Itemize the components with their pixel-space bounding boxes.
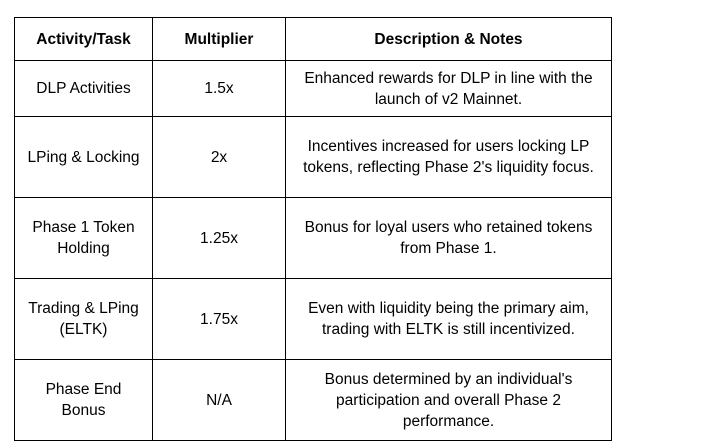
table-row — [15, 279, 612, 360]
cell-multiplier: 2x — [153, 117, 286, 198]
table-row — [15, 360, 612, 441]
cell-description: Enhanced rewards for DLP in line with the launch of v2 Mainnet. — [286, 61, 612, 117]
cell-description: Even with liquidity being the primary aim, trading with ELTK is still incentivized. — [286, 279, 612, 360]
cell-multiplier: 1.5x — [153, 61, 286, 117]
multiplier-table — [14, 17, 612, 441]
cell-activity: LPing & Locking — [15, 117, 153, 198]
cell-description: Bonus for loyal users who retained tokens from Phase 1. — [286, 198, 612, 279]
table-row — [15, 198, 612, 279]
cell-description: Incentives increased for users locking LP tokens, reflecting Phase 2's liquidity focus. — [286, 117, 612, 198]
cell-description: Bonus determined by an individual's participation and overall Phase 2 performance. — [286, 360, 612, 441]
cell-multiplier: 1.25x — [153, 198, 286, 279]
table-header-row — [15, 18, 612, 61]
table-row — [15, 61, 612, 117]
cell-activity: Phase 1 Token Holding — [15, 198, 153, 279]
cell-activity: Phase End Bonus — [15, 360, 153, 441]
cell-activity: Trading & LPing (ELTK) — [15, 279, 153, 360]
cell-activity: DLP Activities — [15, 61, 153, 117]
cell-multiplier: 1.75x — [153, 279, 286, 360]
cell-multiplier: N/A — [153, 360, 286, 441]
header-multiplier: Multiplier — [153, 18, 286, 61]
table-row — [15, 117, 612, 198]
header-activity-task: Activity/Task — [15, 18, 153, 61]
header-description-notes: Description & Notes — [286, 18, 612, 61]
